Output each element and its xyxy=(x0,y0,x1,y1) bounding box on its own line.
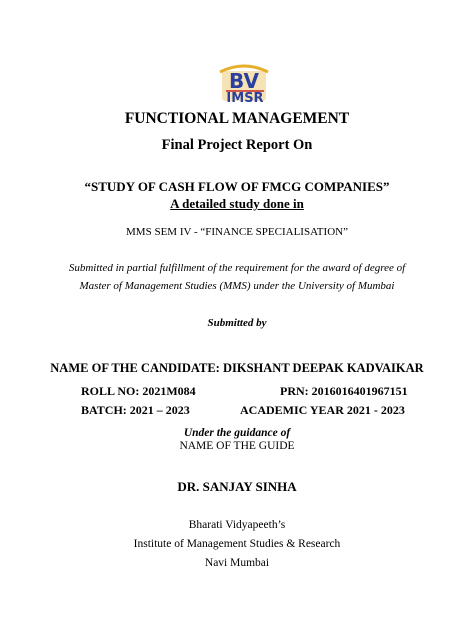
project-topic: “STUDY OF CASH FLOW OF FMCG COMPANIES” xyxy=(84,179,390,194)
submission-line-2: Master of Management Studies (MMS) under the University of Mumbai xyxy=(79,280,395,292)
guide-name: DR. SANJAY SINHA xyxy=(177,479,297,494)
report-subtitle: Final Project Report On xyxy=(161,137,313,153)
guide-name-label: NAME OF THE GUIDE xyxy=(179,440,295,452)
submitted-by-label: Submitted by xyxy=(207,317,267,329)
guidance-label: Under the guidance of xyxy=(183,427,291,439)
institute-line-3: Navi Mumbai xyxy=(204,557,270,569)
study-line: A detailed study done in xyxy=(170,196,304,211)
institute-line-1: Bharati Vidyapeeth’s xyxy=(188,519,286,531)
academic-year: ACADEMIC YEAR 2021 - 2023 xyxy=(240,403,405,417)
logo-bv-text: BV xyxy=(229,69,259,93)
prn-number: PRN: 2016016401967151 xyxy=(280,384,408,398)
candidate-name: NAME OF THE CANDIDATE: DIKSHANT DEEPAK KADVAIKAR xyxy=(50,361,424,375)
semester-line: MMS SEM IV - “FINANCE SPECIALISATION” xyxy=(126,226,348,238)
roll-number: ROLL NO: 2021M084 xyxy=(81,384,196,398)
institute-logo xyxy=(212,58,276,106)
submission-line-1: Submitted in partial fulfillment of the requirement for the award of degree of xyxy=(68,262,406,274)
report-title: FUNCTIONAL MANAGEMENT xyxy=(124,110,350,127)
logo-imsr-text: IMSR xyxy=(226,91,264,106)
institute-line-2: Institute of Management Studies & Research xyxy=(133,538,341,550)
batch: BATCH: 2021 – 2023 xyxy=(81,403,190,417)
